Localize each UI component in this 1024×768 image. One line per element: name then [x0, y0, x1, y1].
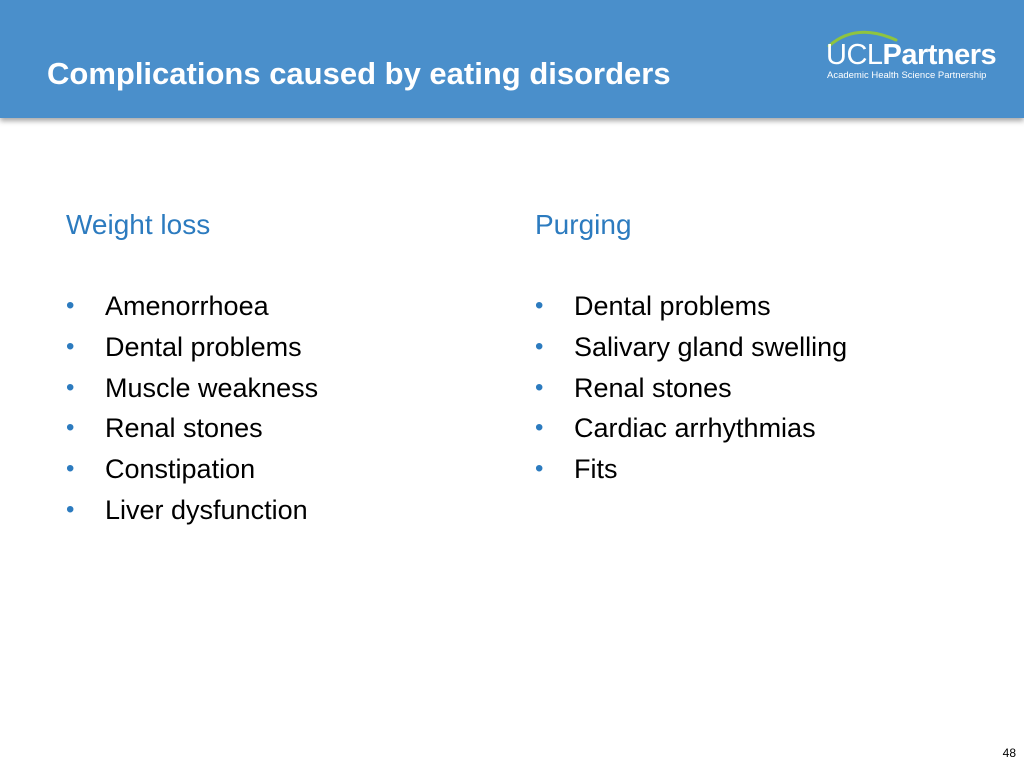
bullet-icon: • — [66, 455, 75, 483]
list-item-text: Renal stones — [105, 413, 263, 444]
list-item-text: Salivary gland swelling — [574, 331, 848, 362]
list-item — [535, 327, 955, 368]
purging-list — [535, 286, 955, 490]
list-item — [535, 368, 955, 409]
list-item — [535, 449, 955, 490]
uclpartners-logo — [826, 26, 996, 84]
logo-wordmark — [826, 40, 996, 70]
bullet-icon: • — [66, 292, 75, 319]
list-item-text: Cardiac arrhythmias — [574, 413, 816, 444]
list-item-text: Fits — [574, 454, 618, 485]
list-item-text: Dental problems — [574, 291, 771, 321]
list-item — [66, 327, 486, 368]
header-bar — [0, 0, 1024, 118]
slide-title: Complications caused by eating disorders — [47, 56, 671, 91]
bullet-icon: • — [535, 292, 544, 319]
column-heading: Purging — [535, 209, 632, 240]
bullet-icon: • — [535, 332, 544, 360]
logo-tagline: Academic Health Science Partnership — [827, 70, 987, 81]
list-item — [66, 286, 486, 327]
list-item-text: Muscle weakness — [105, 372, 319, 403]
list-item-text: Dental problems — [105, 331, 302, 362]
weight-loss-list — [66, 286, 486, 531]
page-number: 48 — [1002, 746, 1016, 760]
bullet-icon: • — [535, 373, 544, 401]
bullet-icon: • — [66, 495, 75, 523]
bullet-icon: • — [535, 455, 544, 483]
list-item — [66, 368, 486, 409]
list-item — [66, 490, 486, 531]
list-item — [66, 408, 486, 449]
logo-partners-text: Partners — [882, 39, 997, 71]
list-item — [535, 408, 955, 449]
list-item-text: Renal stones — [574, 372, 732, 403]
logo-ucl-text: UCL — [826, 39, 883, 71]
column-heading: Weight loss — [66, 209, 211, 240]
bullet-icon: • — [66, 373, 75, 401]
list-item — [66, 449, 486, 490]
list-item-text: Constipation — [105, 454, 256, 485]
list-item-text: Amenorrhoea — [105, 291, 269, 321]
list-item — [535, 286, 955, 327]
bullet-icon: • — [66, 332, 75, 360]
weight-loss-column — [66, 206, 486, 531]
bullet-icon: • — [535, 414, 544, 442]
bullet-icon: • — [66, 414, 75, 442]
list-item-text: Liver dysfunction — [105, 494, 308, 525]
purging-column — [535, 206, 955, 490]
